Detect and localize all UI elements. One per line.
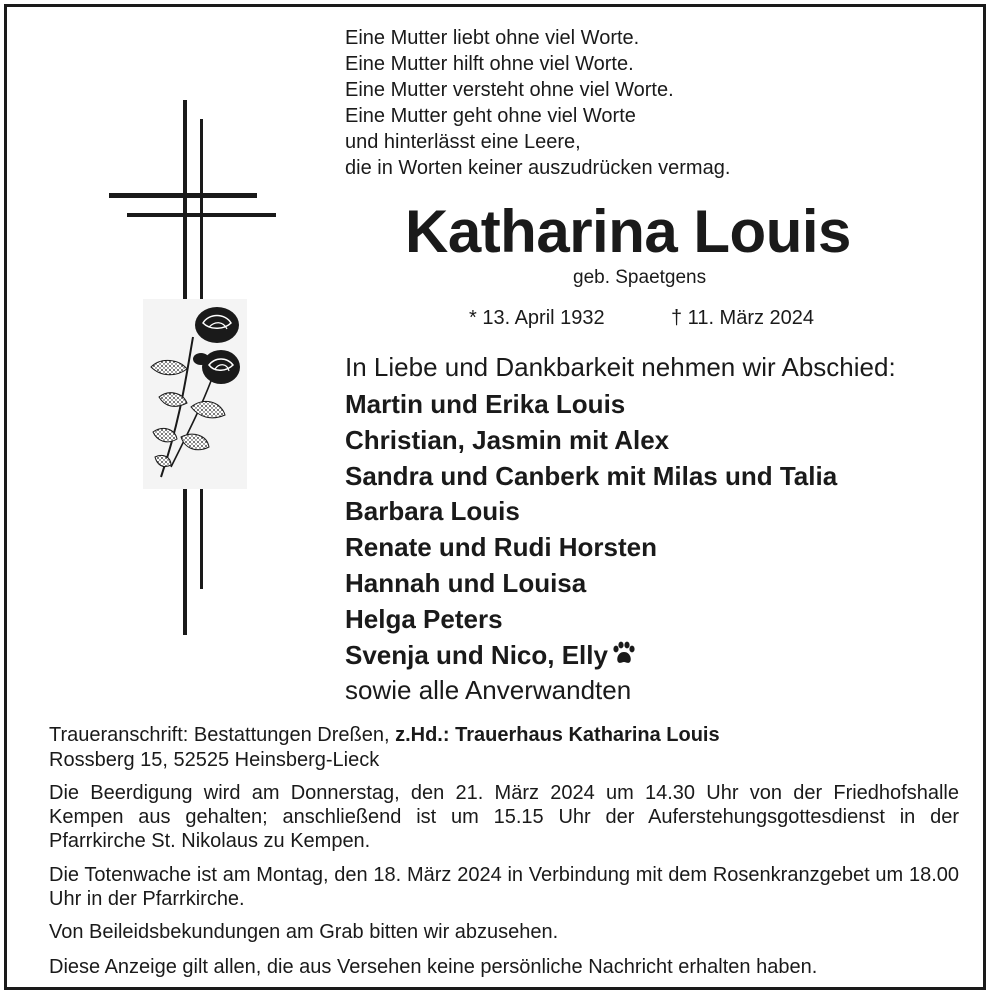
- funeral-paragraph: Die Beerdigung wird am Donnerstag, den 21. März 2024 um 14.30 Uhr von der Friedhofshalle Kempen aus gehalten; anschließend ist um 15.15 Uhr der Auferstehungsgottesdienst in der Pfarrkirche St. Nikolaus zu Kempen.: [49, 782, 959, 852]
- list-item: Christian, Jasmin mit Alex: [345, 424, 670, 455]
- list-item: Hannah und Louisa: [345, 567, 587, 598]
- paw-icon: [611, 641, 635, 667]
- poem-line: Eine Mutter liebt ohne viel Worte.: [345, 27, 640, 49]
- obituary-notice: [4, 4, 986, 990]
- wake-paragraph: Die Totenwache ist am Montag, den 18. März 2024 in Verbindung mit dem Rosenkranzgebet um 18.00 Uhr in der Pfarrkirche.: [49, 864, 959, 910]
- notice-paragraph: Diese Anzeige gilt allen, die aus Versehen keine persönliche Nachricht erhalten haben.: [49, 956, 818, 978]
- mourning-address: [49, 723, 720, 773]
- list-item: [345, 638, 837, 674]
- farewell-line: In Liebe und Dankbarkeit nehmen wir Abschied:: [345, 352, 896, 382]
- address-line-2: Rossberg 15, 52525 Heinsberg-Lieck: [49, 749, 380, 771]
- address-line-1: [49, 723, 720, 748]
- birth-date: * 13. April 1932: [469, 307, 605, 329]
- deceased-name: Katharina Louis: [405, 198, 851, 265]
- list-item: Helga Peters: [345, 603, 503, 634]
- poem: [345, 25, 730, 181]
- poem-line: die in Worten keiner auszudrücken vermag.: [345, 157, 731, 179]
- list-item: Renate und Rudi Horsten: [345, 532, 658, 563]
- relatives-line: sowie alle Anverwandten: [345, 675, 632, 705]
- address-bold: z.Hd.: Trauerhaus Katharina Louis: [395, 724, 720, 746]
- birth-name: geb. Spaetgens: [573, 267, 707, 288]
- list-item-text: Svenja und Nico, Elly: [345, 639, 608, 670]
- mourner-list: [345, 387, 837, 673]
- address-prefix: Traueranschrift: Bestattungen Dreßen,: [49, 724, 396, 746]
- list-item: Martin und Erika Louis: [345, 389, 626, 419]
- poem-line: Eine Mutter geht ohne viel Worte: [345, 105, 636, 127]
- condolences-paragraph: Von Beileidsbekundungen am Grab bitten wir abzusehen.: [49, 921, 559, 943]
- poem-line: Eine Mutter versteht ohne viel Worte.: [345, 79, 674, 101]
- poem-line: Eine Mutter hilft ohne viel Worte.: [345, 53, 634, 75]
- roses-icon: [141, 297, 251, 492]
- list-item: Barbara Louis: [345, 496, 520, 527]
- death-date: † 11. März 2024: [671, 307, 815, 329]
- poem-line: und hinterlässt eine Leere,: [345, 131, 581, 153]
- list-item: Sandra und Canberk mit Milas und Talia: [345, 460, 838, 491]
